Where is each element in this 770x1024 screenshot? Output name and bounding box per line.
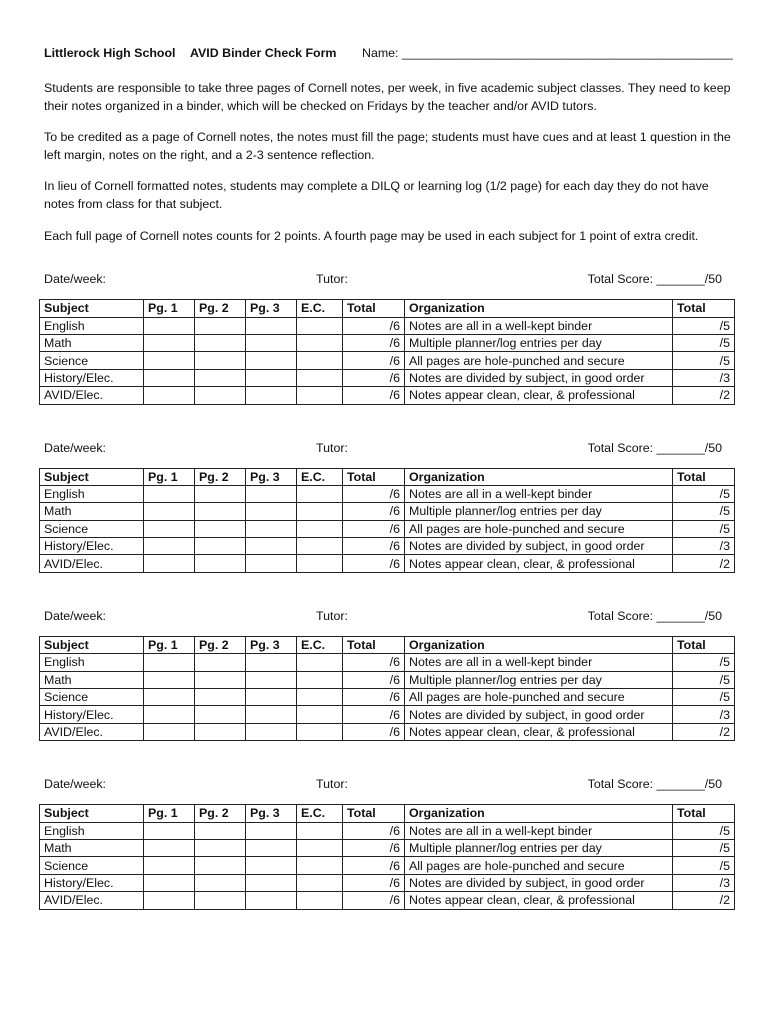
extra-credit-cell[interactable] [297,892,343,909]
page1-score-cell[interactable] [144,485,195,502]
block-meta [44,438,734,458]
date-week-label: Date/week: [44,440,106,455]
organization-total-cell[interactable]: /5 [673,503,735,520]
page1-score-cell[interactable] [144,874,195,891]
page2-score-cell[interactable] [195,503,246,520]
extra-credit-cell[interactable] [297,706,343,723]
subject-cell: Math [40,671,144,688]
subject-cell: Math [40,503,144,520]
organization-criterion-cell: All pages are hole-punched and secure [405,352,673,369]
organization-criterion-cell: Multiple planner/log entries per day [405,671,673,688]
page1-score-cell[interactable] [144,352,195,369]
subject-total-cell[interactable]: /6 [343,671,405,688]
page2-score-cell[interactable] [195,520,246,537]
page2-header: Pg. 2 [195,468,246,485]
name-field-label: Name: ________________________________________________ [362,46,733,60]
tutor-label: Tutor: [316,272,348,287]
organization-criterion-cell: All pages are hole-punched and secure [405,857,673,874]
score-table [39,636,735,741]
subject-total-cell[interactable]: /6 [343,369,405,386]
total-header: Total [343,468,405,485]
table-row [40,671,735,688]
instructions [44,80,734,245]
extra-credit-cell[interactable] [297,334,343,351]
extra-credit-cell[interactable] [297,654,343,671]
organization-header: Organization [405,468,673,485]
subject-cell: Math [40,839,144,856]
block-meta [44,606,734,626]
page1-score-cell[interactable] [144,671,195,688]
page2-score-cell[interactable] [195,723,246,740]
organization-criterion-cell: Notes appear clean, clear, & professional [405,387,673,404]
organization-total-cell[interactable]: /5 [673,689,735,706]
subject-total-cell[interactable]: /6 [343,822,405,839]
organization-header: Organization [405,300,673,317]
extra-credit-cell[interactable] [297,689,343,706]
extra-credit-cell[interactable] [297,352,343,369]
extra-credit-cell[interactable] [297,369,343,386]
extra-credit-cell[interactable] [297,555,343,572]
page3-score-cell[interactable] [246,689,297,706]
page2-score-cell[interactable] [195,334,246,351]
extra-credit-cell[interactable] [297,839,343,856]
subject-header: Subject [40,300,144,317]
check-blocks [44,269,734,909]
page3-score-cell[interactable] [246,369,297,386]
organization-total-cell[interactable]: /2 [673,387,735,404]
date-week-label: Date/week: [44,777,106,792]
table-row [40,723,735,740]
organization-criterion-cell: Notes are divided by subject, in good order [405,874,673,891]
page3-score-cell[interactable] [246,334,297,351]
page1-score-cell[interactable] [144,706,195,723]
page1-score-cell[interactable] [144,369,195,386]
date-week-label: Date/week: [44,272,106,287]
organization-total-cell[interactable]: /5 [673,520,735,537]
page1-score-cell[interactable] [144,334,195,351]
subject-total-cell[interactable]: /6 [343,706,405,723]
extra-credit-cell[interactable] [297,822,343,839]
total-header: Total [343,636,405,653]
page1-header: Pg. 1 [144,468,195,485]
page2-header: Pg. 2 [195,300,246,317]
subject-cell: Science [40,352,144,369]
score-table [39,468,735,573]
subject-cell: AVID/Elec. [40,892,144,909]
tutor-label: Tutor: [316,608,348,623]
subject-total-cell[interactable]: /6 [343,857,405,874]
block-meta [44,269,734,289]
organization-criterion-cell: Multiple planner/log entries per day [405,334,673,351]
page2-score-cell[interactable] [195,839,246,856]
organization-total-cell[interactable]: /3 [673,706,735,723]
page2-score-cell[interactable] [195,654,246,671]
page2-header: Pg. 2 [195,636,246,653]
page1-score-cell[interactable] [144,520,195,537]
extra-credit-cell[interactable] [297,387,343,404]
table-header-row [40,300,735,317]
check-block [44,774,734,909]
organization-criterion-cell: Notes are all in a well-kept binder [405,317,673,334]
total-score-label: Total Score: _______/50 [587,440,722,455]
page2-score-cell[interactable] [195,538,246,555]
school-name: Littlerock High School [44,46,176,60]
table-row [40,317,735,334]
table-header-row [40,468,735,485]
table-row [40,839,735,856]
organization-total-cell[interactable]: /5 [673,822,735,839]
page2-score-cell[interactable] [195,822,246,839]
page3-header: Pg. 3 [246,468,297,485]
page3-score-cell[interactable] [246,706,297,723]
organization-total-cell[interactable]: /2 [673,892,735,909]
page3-score-cell[interactable] [246,857,297,874]
extra-credit-header: E.C. [297,805,343,822]
check-block [44,438,734,606]
subject-cell: AVID/Elec. [40,387,144,404]
extra-credit-cell[interactable] [297,874,343,891]
subject-cell: English [40,485,144,502]
subject-cell: History/Elec. [40,369,144,386]
organization-header: Organization [405,805,673,822]
subject-total-cell[interactable]: /6 [343,689,405,706]
check-block [44,606,734,774]
organization-total-cell[interactable]: /5 [673,857,735,874]
page3-header: Pg. 3 [246,805,297,822]
subject-total-cell[interactable]: /6 [343,485,405,502]
table-row [40,822,735,839]
organization-criterion-cell: All pages are hole-punched and secure [405,520,673,537]
page2-score-cell[interactable] [195,387,246,404]
subject-total-cell[interactable]: /6 [343,555,405,572]
extra-credit-cell[interactable] [297,503,343,520]
organization-criterion-cell: Notes are all in a well-kept binder [405,654,673,671]
page1-score-cell[interactable] [144,503,195,520]
organization-total-cell[interactable]: /5 [673,352,735,369]
subject-total-cell[interactable]: /6 [343,317,405,334]
table-row [40,352,735,369]
organization-total-cell[interactable]: /3 [673,369,735,386]
subject-cell: Science [40,520,144,537]
page1-score-cell[interactable] [144,822,195,839]
subject-header: Subject [40,805,144,822]
date-week-label: Date/week: [44,608,106,623]
subject-cell: AVID/Elec. [40,555,144,572]
subject-cell: Science [40,857,144,874]
organization-total-header: Total [673,805,735,822]
block-spacer [44,405,734,438]
page2-score-cell[interactable] [195,689,246,706]
page2-score-cell[interactable] [195,352,246,369]
organization-total-cell[interactable]: /3 [673,538,735,555]
page2-score-cell[interactable] [195,485,246,502]
table-row [40,503,735,520]
organization-total-cell[interactable]: /2 [673,723,735,740]
table-header-row [40,636,735,653]
subject-total-cell[interactable]: /6 [343,654,405,671]
page3-score-cell[interactable] [246,839,297,856]
page2-score-cell[interactable] [195,892,246,909]
subject-header: Subject [40,468,144,485]
page3-header: Pg. 3 [246,636,297,653]
page3-score-cell[interactable] [246,874,297,891]
subject-total-cell[interactable]: /6 [343,520,405,537]
organization-total-cell[interactable]: /5 [673,317,735,334]
page3-score-cell[interactable] [246,503,297,520]
organization-criterion-cell: Multiple planner/log entries per day [405,839,673,856]
organization-total-cell[interactable]: /5 [673,839,735,856]
page2-score-cell[interactable] [195,874,246,891]
page3-score-cell[interactable] [246,538,297,555]
organization-total-cell[interactable]: /3 [673,874,735,891]
table-row [40,520,735,537]
organization-criterion-cell: All pages are hole-punched and secure [405,689,673,706]
form-header [44,46,734,66]
organization-header: Organization [405,636,673,653]
score-table [39,299,735,404]
page1-score-cell[interactable] [144,555,195,572]
table-row [40,874,735,891]
page1-header: Pg. 1 [144,636,195,653]
subject-total-cell[interactable]: /6 [343,892,405,909]
subject-total-cell[interactable]: /6 [343,723,405,740]
page3-score-cell[interactable] [246,555,297,572]
subject-total-cell[interactable]: /6 [343,839,405,856]
page3-score-cell[interactable] [246,822,297,839]
organization-criterion-cell: Notes are divided by subject, in good order [405,706,673,723]
organization-total-cell[interactable]: /5 [673,671,735,688]
table-row [40,654,735,671]
organization-criterion-cell: Notes appear clean, clear, & professional [405,555,673,572]
organization-criterion-cell: Notes appear clean, clear, & professional [405,892,673,909]
block-spacer [44,573,734,606]
subject-total-cell[interactable]: /6 [343,387,405,404]
extra-credit-cell[interactable] [297,671,343,688]
page1-score-cell[interactable] [144,387,195,404]
page2-header: Pg. 2 [195,805,246,822]
subject-total-cell[interactable]: /6 [343,538,405,555]
page3-score-cell[interactable] [246,654,297,671]
organization-total-header: Total [673,300,735,317]
page3-score-cell[interactable] [246,317,297,334]
subject-cell: English [40,822,144,839]
organization-criterion-cell: Multiple planner/log entries per day [405,503,673,520]
table-row [40,538,735,555]
page3-score-cell[interactable] [246,352,297,369]
subject-cell: Science [40,689,144,706]
page1-header: Pg. 1 [144,300,195,317]
extra-credit-cell[interactable] [297,317,343,334]
page1-score-cell[interactable] [144,723,195,740]
extra-credit-cell[interactable] [297,538,343,555]
subject-cell: Math [40,334,144,351]
extra-credit-cell[interactable] [297,857,343,874]
subject-cell: History/Elec. [40,706,144,723]
table-row [40,485,735,502]
organization-total-header: Total [673,636,735,653]
total-header: Total [343,805,405,822]
table-row [40,334,735,351]
table-row [40,555,735,572]
subject-cell: History/Elec. [40,538,144,555]
extra-credit-cell[interactable] [297,520,343,537]
table-row [40,369,735,386]
page1-header: Pg. 1 [144,805,195,822]
page2-score-cell[interactable] [195,369,246,386]
page1-score-cell[interactable] [144,857,195,874]
page2-score-cell[interactable] [195,317,246,334]
table-row [40,689,735,706]
page1-score-cell[interactable] [144,538,195,555]
extra-credit-header: E.C. [297,636,343,653]
table-row [40,892,735,909]
organization-total-header: Total [673,468,735,485]
organization-criterion-cell: Notes are all in a well-kept binder [405,485,673,502]
page2-score-cell[interactable] [195,706,246,723]
organization-criterion-cell: Notes appear clean, clear, & professional [405,723,673,740]
table-row [40,387,735,404]
subject-total-cell[interactable]: /6 [343,874,405,891]
block-spacer [44,741,734,774]
form-title: AVID Binder Check Form [190,46,337,60]
extra-credit-header: E.C. [297,468,343,485]
total-score-label: Total Score: _______/50 [587,272,722,287]
page1-score-cell[interactable] [144,654,195,671]
subject-cell: AVID/Elec. [40,723,144,740]
total-header: Total [343,300,405,317]
page3-score-cell[interactable] [246,520,297,537]
organization-total-cell[interactable]: /5 [673,654,735,671]
total-score-label: Total Score: _______/50 [587,777,722,792]
subject-cell: History/Elec. [40,874,144,891]
check-block [44,269,734,437]
page3-score-cell[interactable] [246,671,297,688]
page1-score-cell[interactable] [144,317,195,334]
page1-score-cell[interactable] [144,689,195,706]
page1-score-cell[interactable] [144,839,195,856]
subject-header: Subject [40,636,144,653]
extra-credit-header: E.C. [297,300,343,317]
tutor-label: Tutor: [316,777,348,792]
organization-criterion-cell: Notes are all in a well-kept binder [405,822,673,839]
page2-score-cell[interactable] [195,857,246,874]
extra-credit-cell[interactable] [297,485,343,502]
subject-total-cell[interactable]: /6 [343,334,405,351]
table-header-row [40,805,735,822]
extra-credit-cell[interactable] [297,723,343,740]
tutor-label: Tutor: [316,440,348,455]
subject-cell: English [40,317,144,334]
page3-score-cell[interactable] [246,892,297,909]
page3-score-cell[interactable] [246,485,297,502]
page3-score-cell[interactable] [246,387,297,404]
instruction-paragraph: In lieu of Cornell formatted notes, students may complete a DILQ or learning log (1/2 page) for each day they do not have notes from class for that subject. [44,179,709,211]
organization-total-cell[interactable]: /2 [673,555,735,572]
subject-cell: English [40,654,144,671]
organization-criterion-cell: Notes are divided by subject, in good order [405,369,673,386]
page1-score-cell[interactable] [144,892,195,909]
table-row [40,857,735,874]
organization-criterion-cell: Notes are divided by subject, in good order [405,538,673,555]
subject-total-cell[interactable]: /6 [343,503,405,520]
page2-score-cell[interactable] [195,555,246,572]
instruction-paragraph: To be credited as a page of Cornell notes, the notes must fill the page; students must have cues and at least 1 question in the left margin, notes on the right, and a 2-3 sentence reflection. [44,130,731,162]
instruction-paragraph: Students are responsible to take three pages of Cornell notes, per week, in five academic subject classes. They need to keep their notes organized in a binder, which will be checked on Fridays by the teacher and/or AVID tutors. [44,81,731,113]
table-row [40,706,735,723]
organization-total-cell[interactable]: /5 [673,334,735,351]
organization-total-cell[interactable]: /5 [673,485,735,502]
score-table [39,804,735,909]
binder-check-form [44,46,734,910]
page3-header: Pg. 3 [246,300,297,317]
block-meta [44,774,734,794]
instruction-paragraph: Each full page of Cornell notes counts for 2 points. A fourth page may be used in each subject for 1 point of extra credit. [44,228,699,243]
total-score-label: Total Score: _______/50 [587,608,722,623]
page3-score-cell[interactable] [246,723,297,740]
subject-total-cell[interactable]: /6 [343,352,405,369]
page2-score-cell[interactable] [195,671,246,688]
